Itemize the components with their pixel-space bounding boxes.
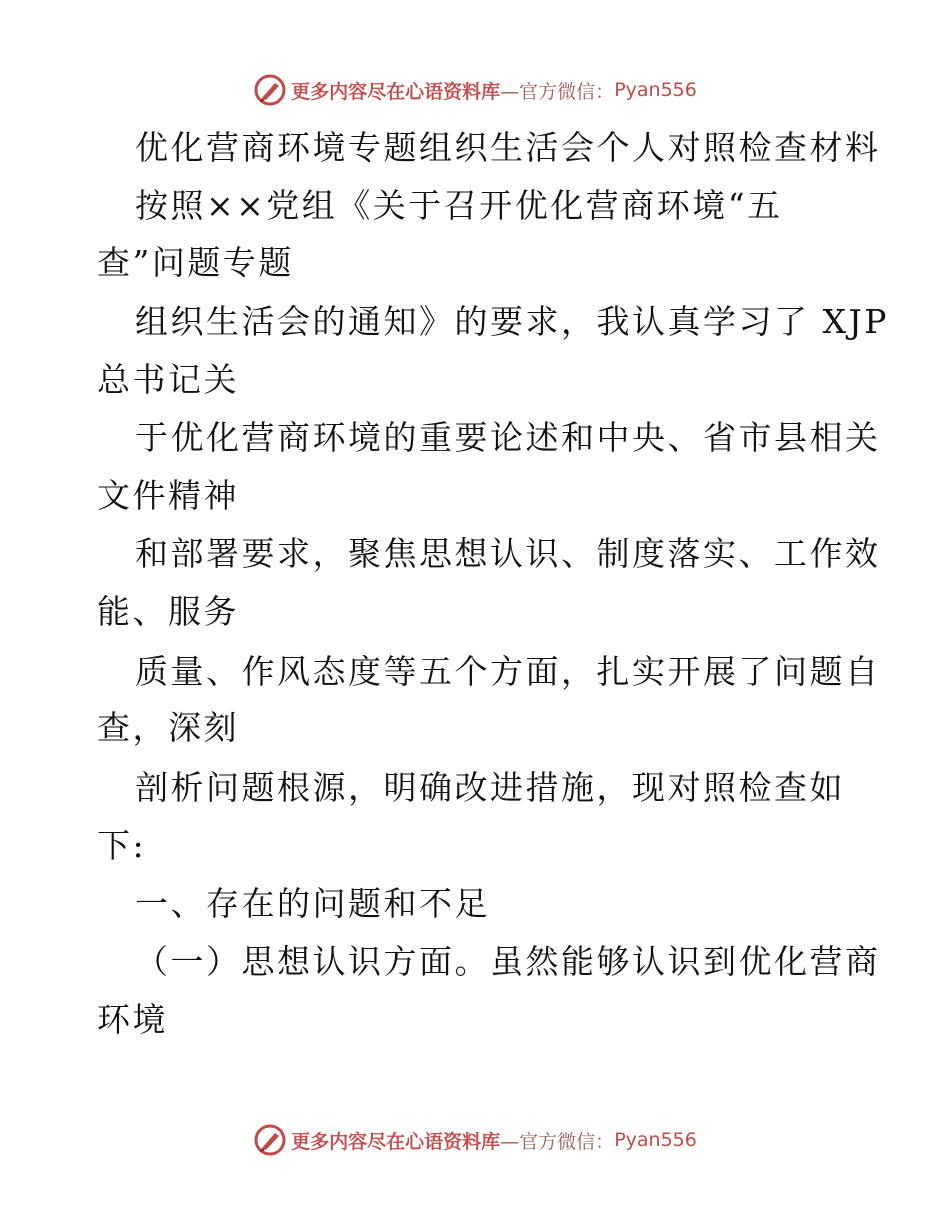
- text-line: 组织生活会的通知》的要求，我认真学习了 XJP: [135, 302, 889, 341]
- banner-wechat-id: Pyan556: [614, 1129, 697, 1151]
- text-line: （一）思想认识方面。虽然能够认识到优化营商: [135, 942, 881, 981]
- text-line: 和部署要求，聚焦思想认识、制度落实、工作效: [135, 534, 881, 573]
- text-line: 查，深刻: [97, 708, 239, 747]
- banner-wechat-id: Pyan556: [614, 79, 697, 101]
- header-watermark: [0, 70, 950, 110]
- text-line: 剖析问题根源，明确改进措施，现对照检查如: [135, 768, 845, 807]
- text-line: 查”问题专题: [97, 243, 294, 282]
- pen-logo-icon: [253, 1123, 287, 1157]
- banner-wechat-label: —官方微信：: [500, 80, 615, 103]
- text-line: 能、服务: [97, 592, 239, 631]
- banner-wechat-label: —官方微信：: [500, 1130, 615, 1153]
- text-line: 质量、作风态度等五个方面，扎实开展了问题自: [135, 652, 881, 691]
- text-line: 文件精神: [97, 476, 239, 515]
- text-line: 下:: [97, 826, 147, 865]
- section-heading: 一、存在的问题和不足: [135, 884, 490, 923]
- banner-main-text: 更多内容尽在心语资料库: [291, 1130, 501, 1153]
- pen-logo-icon: [253, 73, 287, 107]
- footer-watermark: [0, 1120, 950, 1160]
- banner-main-text: 更多内容尽在心语资料库: [291, 80, 501, 103]
- text-line: 环境: [97, 1000, 168, 1039]
- text-line: 按照××党组《关于召开优化营商环境“五: [135, 186, 783, 225]
- document-title: 优化营商环境专题组织生活会个人对照检查材料: [135, 128, 881, 167]
- text-line: 总书记关: [97, 360, 239, 399]
- text-line: 于优化营商环境的重要论述和中央、省市县相关: [135, 418, 881, 457]
